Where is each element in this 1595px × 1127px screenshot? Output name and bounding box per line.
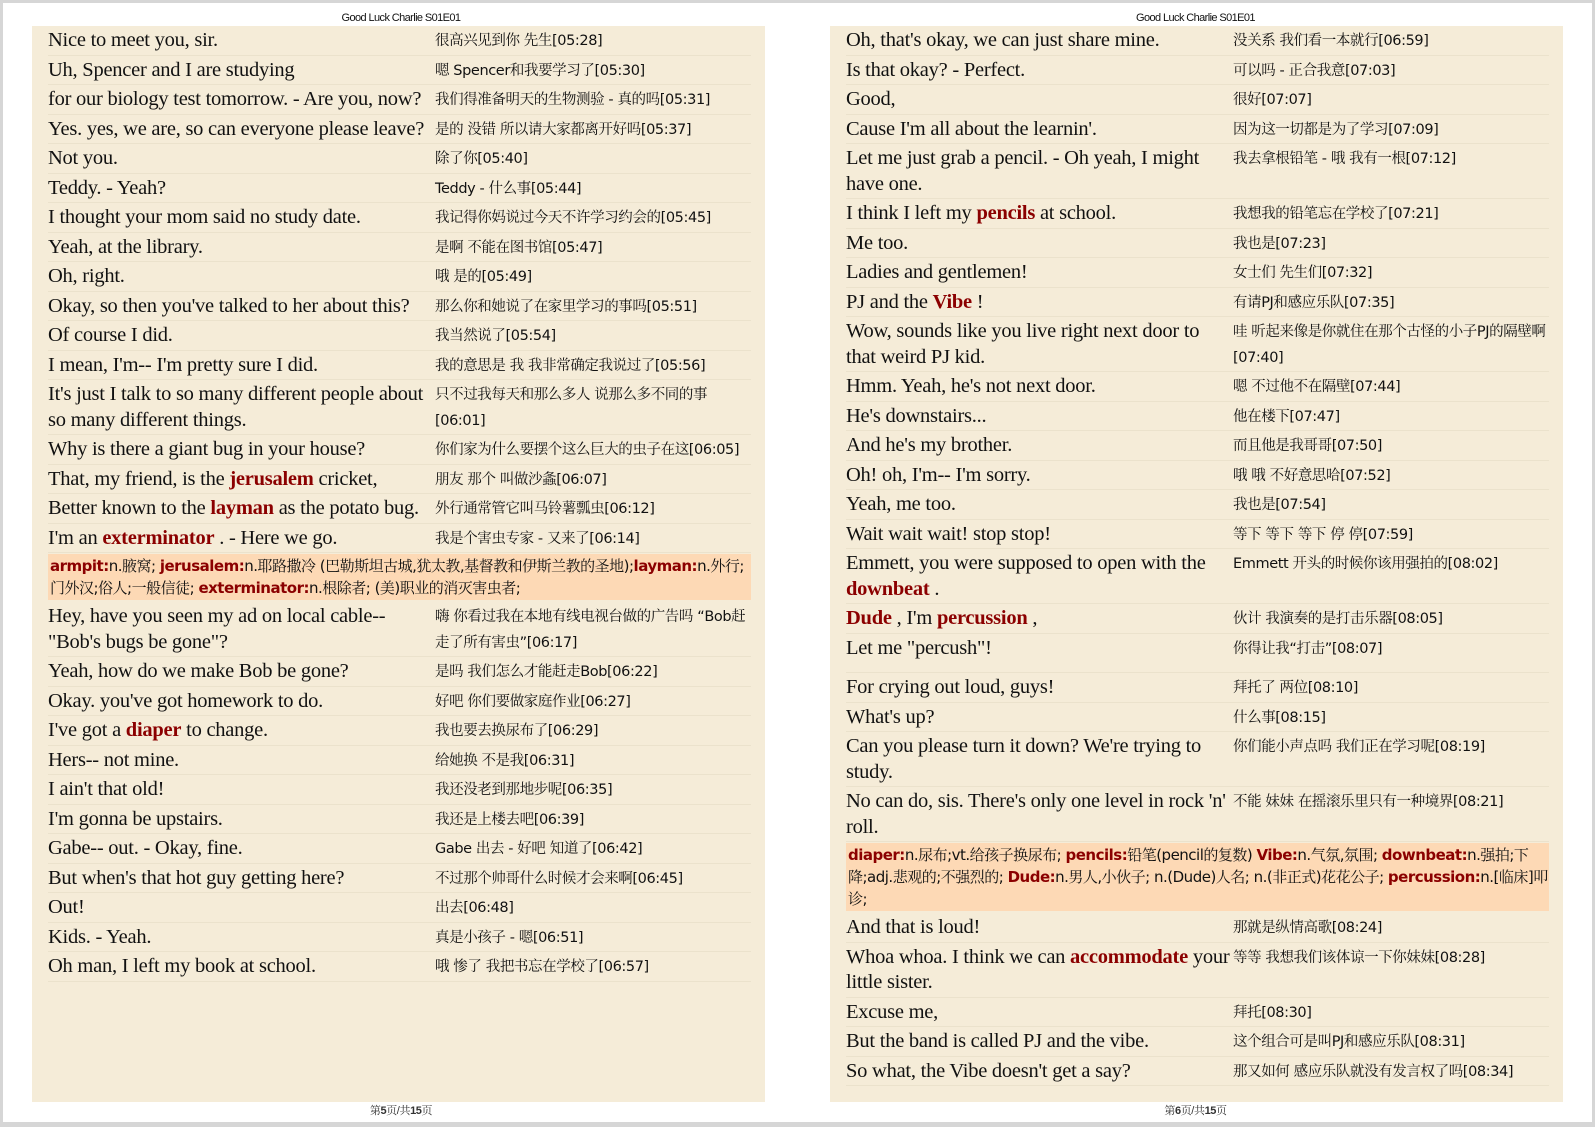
subtitle-row <box>846 1027 1549 1057</box>
chinese-translation: 我去拿根铅笔 - 哦 我有一根[07:12] <box>1233 151 1456 167</box>
chinese-translation: 那么你和她说了在家里学习的事吗[05:51] <box>435 298 697 315</box>
subtitle-row <box>48 203 751 233</box>
chinese-translation: 拜托[08:30] <box>1233 1004 1312 1021</box>
subtitle-row <box>48 351 751 381</box>
english-line <box>846 56 1233 85</box>
english-text: as the potato bug. <box>273 497 419 519</box>
english-text: cricket, <box>313 467 378 490</box>
chinese-translation: 那就是纵情高歌[08:24] <box>1233 920 1383 936</box>
subtitle-row <box>846 998 1549 1028</box>
subtitle-row <box>48 321 751 351</box>
english-line <box>846 913 1233 942</box>
chinese-translation: 是啊 不能在图书馆[05:47] <box>435 239 603 256</box>
vocab-word: downbeat: <box>1381 846 1468 864</box>
english-line <box>48 115 435 144</box>
english-line <box>48 602 435 656</box>
vocab-word: Dude: <box>1007 868 1056 886</box>
chinese-translation: 嗯 Spencer和我要学习了[05:30] <box>435 62 645 79</box>
vocab-word: Vibe: <box>1256 846 1298 864</box>
subtitle-row <box>846 56 1549 86</box>
subtitle-row <box>48 923 751 953</box>
english-text: Yeah, me too. <box>846 493 956 515</box>
vocab-word: layman: <box>633 557 698 575</box>
chinese-translation: 哦 是的[05:49] <box>435 269 532 285</box>
page-6 <box>799 3 1592 1122</box>
english-line <box>48 292 435 321</box>
chinese-translation: 那又如何 感应乐队就没有发言权了吗[08:34] <box>1233 1063 1514 1080</box>
english-line <box>846 634 1233 663</box>
vocabulary-box <box>846 843 1549 911</box>
subtitle-row <box>48 834 751 864</box>
english-line <box>846 461 1233 490</box>
subtitle-row <box>48 144 751 174</box>
chinese-translation: 他在楼下[07:47] <box>1233 408 1340 425</box>
english-text: I'm gonna be upstairs. <box>48 807 223 830</box>
chinese-translation: 朋友 那个 叫做沙螽[06:07] <box>435 471 607 488</box>
subtitle-row <box>846 144 1549 199</box>
subtitle-row <box>846 85 1549 115</box>
english-text: But the band is called PJ and the vibe. <box>846 1030 1149 1052</box>
english-text: So what, the Vibe doesn't get a say? <box>846 1059 1131 1082</box>
chinese-translation: 我想我的铅笔忘在学校了[07:21] <box>1233 206 1439 222</box>
english-line <box>48 746 435 775</box>
highlighted-keyword: diaper <box>125 719 182 741</box>
subtitle-row <box>48 494 751 524</box>
subtitle-row <box>846 431 1549 461</box>
english-text: Yeah, how do we make Bob be gone? <box>48 660 349 682</box>
subtitle-row <box>48 233 751 263</box>
chinese-translation: 我也是[07:54] <box>1233 497 1326 513</box>
english-line <box>846 317 1233 371</box>
chinese-translation: 哦 惨了 我把书忘在学校了[06:57] <box>435 959 649 975</box>
english-text: Okay, so then you've talked to her about this? <box>48 294 410 317</box>
chinese-translation: 不能 妹妹 在摇滚乐里只有一种境界[08:21] <box>1233 794 1504 810</box>
english-text: Not you. <box>48 147 118 169</box>
subtitle-row <box>846 673 1549 703</box>
english-line <box>48 524 435 553</box>
chinese-translation: 我当然说了[05:54] <box>435 328 556 344</box>
subtitle-sheet <box>32 26 765 1102</box>
chinese-translation: 我还没老到那地步呢[06:35] <box>435 782 613 798</box>
chinese-translation: 没关系 我们看一本就行[06:59] <box>1233 33 1429 49</box>
chinese-translation: 除了你[05:40] <box>435 151 528 167</box>
english-line <box>846 431 1233 460</box>
footer-current-page: 6 <box>1174 1105 1181 1117</box>
chinese-translation: 我记得你妈说过今天不许学习约会的[05:45] <box>435 210 711 226</box>
subtitle-sheet <box>830 26 1563 1102</box>
english-line <box>48 203 435 232</box>
footer-suffix: 页 <box>1216 1105 1227 1117</box>
english-text: Oh, that's okay, we can just share mine. <box>846 29 1160 51</box>
english-text: Whoa whoa. I think we can <box>846 945 1071 968</box>
highlighted-keyword: downbeat <box>846 577 930 600</box>
english-text: I've got a <box>48 719 126 741</box>
english-text: Excuse me, <box>846 1000 938 1023</box>
english-text: And he's my brother. <box>846 434 1013 456</box>
subtitle-row <box>846 1057 1549 1087</box>
english-line <box>846 490 1233 519</box>
subtitle-row <box>846 913 1549 943</box>
english-text: And that is loud! <box>846 916 981 938</box>
english-text: I'm an <box>48 526 103 549</box>
vocab-word: diaper: <box>848 846 905 864</box>
english-text: ! <box>971 290 984 313</box>
vocab-definition: n.尿布;vt.给孩子换尿布; <box>904 846 1066 864</box>
english-line <box>846 1027 1233 1056</box>
english-text: Let me "percush"! <box>846 636 992 659</box>
subtitle-row <box>846 787 1549 842</box>
subtitle-rows <box>846 26 1549 1086</box>
english-line <box>48 56 435 85</box>
english-line <box>846 144 1233 198</box>
subtitle-row <box>48 687 751 717</box>
chinese-translation: 拜托了 两位[08:10] <box>1233 680 1359 696</box>
english-text: , I'm <box>891 607 937 629</box>
english-line <box>846 199 1233 228</box>
english-text: Better known to the <box>48 497 211 519</box>
english-text: But when's that hot guy getting here? <box>48 866 345 889</box>
chinese-translation: 嗨 你看过我在本地有线电视台做的广告吗 “Bob赶走了所有害虫”[06:17] <box>435 609 746 651</box>
highlighted-keyword: accommodate <box>1070 945 1188 968</box>
subtitle-row <box>846 288 1549 318</box>
subtitle-row <box>48 380 751 435</box>
vocab-word: exterminator: <box>198 579 309 597</box>
subtitle-row <box>48 56 751 86</box>
chinese-translation: 等等 我想我们该体谅一下你妹妹[08:28] <box>1233 949 1485 966</box>
highlighted-keyword: exterminator <box>102 526 215 549</box>
chinese-translation: 这个组合可是叫PJ和感应乐队[08:31] <box>1233 1034 1465 1050</box>
vocab-definition: n.耶路撒冷 (巴勒斯坦古城,犹太教,基督教和伊斯兰教的圣地); <box>244 557 634 575</box>
footer-current-page: 5 <box>380 1105 387 1117</box>
english-text: . <box>929 577 940 600</box>
english-line <box>48 321 435 350</box>
english-text: Okay. you've got homework to do. <box>48 689 324 712</box>
subtitle-row <box>48 524 751 554</box>
english-text: Hmm. Yeah, he's not next door. <box>846 375 1096 397</box>
subtitle-row <box>48 805 751 835</box>
chinese-translation: 等下 等下 等下 停 停[07:59] <box>1233 526 1413 543</box>
english-line <box>48 85 435 114</box>
english-text: He's downstairs... <box>846 404 987 427</box>
chinese-translation: 很高兴见到你 先生[05:28] <box>435 33 603 49</box>
english-line <box>846 943 1233 997</box>
highlighted-keyword: pencils <box>976 202 1036 224</box>
chinese-translation: 哦 哦 不好意思哈[07:52] <box>1233 467 1391 484</box>
subtitle-row <box>48 465 751 495</box>
subtitle-row <box>48 657 751 687</box>
english-text: Oh! oh, I'm-- I'm sorry. <box>846 463 1031 486</box>
chinese-translation: 嗯 不过他不在隔壁[07:44] <box>1233 379 1401 395</box>
english-line <box>48 805 435 834</box>
english-text: PJ and the <box>846 290 933 313</box>
chinese-translation: 因为这一切都是为了学习[07:09] <box>1233 121 1439 138</box>
vocab-word: percussion: <box>1387 868 1481 886</box>
english-text: for our biology test tomorrow. - Are you, now? <box>48 88 422 110</box>
english-line <box>846 402 1233 431</box>
chinese-translation: 给她换 不是我[06:31] <box>435 752 575 769</box>
english-text: Good, <box>846 88 896 110</box>
english-text: Let me just grab a pencil. - Oh yeah, I might have one. <box>846 147 1200 195</box>
subtitle-row <box>846 604 1549 634</box>
english-text: I ain't that old! <box>48 778 165 800</box>
vocab-definition: n.根除者; (美)职业的消灭害虫者; <box>308 579 521 597</box>
vocabulary-box <box>48 554 751 600</box>
english-line <box>846 520 1233 549</box>
chinese-translation: 很好[07:07] <box>1233 92 1312 108</box>
subtitle-row <box>846 372 1549 402</box>
footer-mid: 页/共 <box>386 1105 411 1117</box>
english-line <box>846 787 1233 841</box>
english-text: Gabe-- out. - Okay, fine. <box>48 837 243 859</box>
chinese-translation: 女士们 先生们[07:32] <box>1233 265 1373 281</box>
english-text: to change. <box>181 719 268 741</box>
subtitle-row <box>846 703 1549 733</box>
english-text: I thought your mom said no study date. <box>48 206 361 228</box>
english-text: Yeah, at the library. <box>48 235 203 258</box>
english-line <box>48 494 435 523</box>
english-line <box>48 834 435 863</box>
chinese-translation: 出去[06:48] <box>435 900 514 916</box>
english-text: Emmett, you were supposed to open with the <box>846 552 1206 574</box>
subtitle-row <box>846 490 1549 520</box>
english-line <box>846 549 1233 603</box>
subtitle-row <box>48 262 751 292</box>
english-text: Kids. - Yeah. <box>48 925 152 948</box>
english-text: I mean, I'm-- I'm pretty sure I did. <box>48 353 318 376</box>
english-line <box>846 604 1233 633</box>
chinese-translation: 外行通常管它叫马铃薯瓢虫[06:12] <box>435 501 655 517</box>
subtitle-row <box>48 435 751 465</box>
english-line <box>846 372 1233 401</box>
english-text: What's up? <box>846 705 935 728</box>
subtitle-row <box>846 199 1549 229</box>
english-text: Yes. yes, we are, so can everyone please leave? <box>48 117 425 140</box>
chinese-translation: 我也是[07:23] <box>1233 235 1326 252</box>
english-line <box>48 775 435 804</box>
chinese-translation: 而且他是我哥哥[07:50] <box>1233 438 1383 454</box>
english-text: Hers-- not mine. <box>48 748 179 771</box>
chinese-translation: Emmett 开头的时候你该用强拍的[08:02] <box>1233 556 1498 572</box>
vocab-definition: n.[临床]叩诊; <box>848 868 1548 908</box>
english-line <box>846 288 1233 317</box>
english-text: , <box>1027 607 1038 629</box>
english-text: Is that okay? - Perfect. <box>846 58 1025 81</box>
subtitle-row <box>846 549 1549 604</box>
subtitle-row <box>846 732 1549 787</box>
english-line <box>48 864 435 893</box>
subtitle-row <box>846 943 1549 998</box>
chinese-translation: 我是个害虫专家 - 又来了[06:14] <box>435 530 640 547</box>
page-footer <box>799 1102 1592 1118</box>
chinese-translation: 哇 听起来像是你就住在那个古怪的小子PJ的隔壁啊[07:40] <box>1233 324 1546 366</box>
vocab-definition: n.腋窝; <box>108 557 160 575</box>
subtitle-row <box>846 229 1549 259</box>
english-line <box>846 1057 1233 1086</box>
english-line <box>846 732 1233 786</box>
english-text: your little sister. <box>846 945 1230 993</box>
english-text: Me too. <box>846 231 909 254</box>
subtitle-row <box>846 520 1549 550</box>
english-text: It's just I talk to so many different people about so many different things. <box>48 383 424 431</box>
english-line <box>48 657 435 686</box>
english-text: No can do, sis. There's only one level in rock 'n' roll. <box>846 790 1226 838</box>
chinese-translation: 好吧 你们要做家庭作业[06:27] <box>435 693 631 710</box>
english-line <box>846 703 1233 732</box>
english-text: Teddy. - Yeah? <box>48 176 166 199</box>
chinese-translation: 我还是上楼去吧[06:39] <box>435 811 585 828</box>
english-line <box>846 673 1233 702</box>
subtitle-row <box>48 174 751 204</box>
highlighted-keyword: Vibe <box>932 290 972 313</box>
footer-mid: 页/共 <box>1180 1105 1205 1117</box>
english-text: . - Here we go. <box>214 526 338 549</box>
english-line <box>846 85 1233 114</box>
english-text: Can you please turn it down? We're trying to study. <box>846 735 1202 783</box>
chinese-translation: 伙计 我演奏的是打击乐器[08:05] <box>1233 611 1443 627</box>
english-line <box>846 26 1233 55</box>
chinese-translation: 你们家为什么要摆个这么巨大的虫子在这[06:05] <box>435 442 740 458</box>
english-line <box>48 465 435 494</box>
subtitle-row <box>846 634 1549 674</box>
english-line <box>846 229 1233 258</box>
chinese-translation: 不过那个帅哥什么时候才会来啊[06:45] <box>435 870 683 887</box>
english-line <box>48 233 435 262</box>
english-text: Ladies and gentlemen! <box>846 261 1028 283</box>
vocab-definition: n.气氛,氛围; <box>1297 846 1382 864</box>
subtitle-row <box>48 952 751 982</box>
english-text: Wow, sounds like you live right next door to that weird PJ kid. <box>846 320 1200 368</box>
subtitle-row <box>846 115 1549 145</box>
chinese-translation: 我也要去换尿布了[06:29] <box>435 723 599 739</box>
highlighted-keyword: jerusalem <box>229 467 314 490</box>
subtitle-row <box>48 893 751 923</box>
english-text: I think I left my <box>846 202 977 224</box>
subtitle-row <box>48 716 751 746</box>
subtitle-row <box>48 602 751 657</box>
english-text: Cause I'm all about the learnin'. <box>846 117 1097 140</box>
english-line <box>48 380 435 434</box>
subtitle-row <box>48 746 751 776</box>
subtitle-row <box>48 115 751 145</box>
vocab-definition: n.男人,小伙子; n.(Dude)人名; n.(非正式)花花公子; <box>1055 868 1388 886</box>
chinese-translation: 你们能小声点吗 我们正在学习呢[08:19] <box>1233 739 1485 755</box>
chinese-translation: 是吗 我们怎么才能赶走Bob[06:22] <box>435 664 658 680</box>
subtitle-row <box>48 775 751 805</box>
chinese-translation: 我们得准备明天的生物测验 - 真的吗[05:31] <box>435 92 711 108</box>
chinese-translation: 是的 没错 所以请大家都离开好吗[05:37] <box>435 121 692 138</box>
subtitle-row <box>846 317 1549 372</box>
vocab-word: pencils: <box>1065 846 1128 864</box>
subtitle-row <box>48 85 751 115</box>
english-text: Of course I did. <box>48 324 173 346</box>
english-text: Uh, Spencer and I are studying <box>48 58 295 81</box>
english-text: Why is there a giant bug in your house? <box>48 438 366 460</box>
highlighted-keyword: layman <box>210 497 274 519</box>
english-text: Oh, right. <box>48 265 125 287</box>
english-line <box>48 687 435 716</box>
subtitle-row <box>48 26 751 56</box>
chinese-translation: 有请PJ和感应乐队[07:35] <box>1233 294 1395 311</box>
subtitle-row <box>846 26 1549 56</box>
chinese-translation: Teddy - 什么事[05:44] <box>435 180 582 197</box>
subtitle-row <box>48 292 751 322</box>
chinese-translation: 我的意思是 我 我非常确定我说过了[05:56] <box>435 357 706 374</box>
chinese-translation: Gabe 出去 - 好吧 知道了[06:42] <box>435 841 643 857</box>
subtitle-row <box>846 258 1549 288</box>
english-text: For crying out loud, guys! <box>846 676 1055 698</box>
english-line <box>48 435 435 464</box>
page-header: Good Luck Charlie S01E01 <box>1136 12 1255 24</box>
page-footer <box>3 1102 799 1118</box>
footer-prefix: 第 <box>369 1105 381 1117</box>
chinese-translation: 什么事[08:15] <box>1233 709 1326 726</box>
english-line <box>48 952 435 981</box>
vocab-definition: n.强拍;下降;adj.悲观的;不强烈的; <box>848 846 1529 886</box>
vocab-definition: n.外行;门外汉;俗人;一般信徒; <box>50 557 744 597</box>
english-line <box>48 26 435 55</box>
vocab-word: jerusalem: <box>159 557 245 575</box>
vocab-word: armpit: <box>50 557 109 575</box>
footer-suffix: 页 <box>421 1105 433 1117</box>
footer-prefix: 第 <box>1164 1105 1175 1117</box>
english-text: Out! <box>48 896 85 918</box>
english-line <box>48 716 435 745</box>
english-line <box>48 144 435 173</box>
english-line <box>48 893 435 922</box>
english-line <box>48 923 435 952</box>
vocab-definition: 铅笔(pencil的复数) <box>1127 846 1257 864</box>
english-line <box>846 258 1233 287</box>
english-line <box>48 174 435 203</box>
chinese-translation: 真是小孩子 - 嗯[06:51] <box>435 929 584 946</box>
subtitle-row <box>846 461 1549 491</box>
subtitle-row <box>48 864 751 894</box>
english-text: Nice to meet you, sir. <box>48 29 218 51</box>
english-line <box>48 262 435 291</box>
english-text: Wait wait wait! stop stop! <box>846 522 1051 545</box>
english-line <box>48 351 435 380</box>
english-text: Oh man, I left my book at school. <box>48 955 316 977</box>
english-text: at school. <box>1035 202 1117 224</box>
subtitle-rows <box>48 26 751 982</box>
footer-total-pages: 15 <box>410 1105 422 1117</box>
chinese-translation: 只不过我每天和那么多人 说那么多不同的事[06:01] <box>435 387 708 429</box>
english-text: That, my friend, is the <box>48 467 230 490</box>
footer-total-pages: 15 <box>1204 1105 1216 1117</box>
chinese-translation: 可以吗 - 正合我意[07:03] <box>1233 62 1396 79</box>
subtitle-row <box>846 402 1549 432</box>
chinese-translation: 你得让我“打击”[08:07] <box>1233 640 1383 657</box>
page-5 <box>3 3 799 1122</box>
page-header: Good Luck Charlie S01E01 <box>341 12 461 24</box>
english-line <box>846 115 1233 144</box>
highlighted-keyword: percussion <box>936 607 1028 629</box>
english-line <box>846 998 1233 1027</box>
highlighted-keyword: Dude <box>846 607 892 629</box>
english-text: Hey, have you seen my ad on local cable-- "Bob's bugs be gone"? <box>48 605 386 653</box>
